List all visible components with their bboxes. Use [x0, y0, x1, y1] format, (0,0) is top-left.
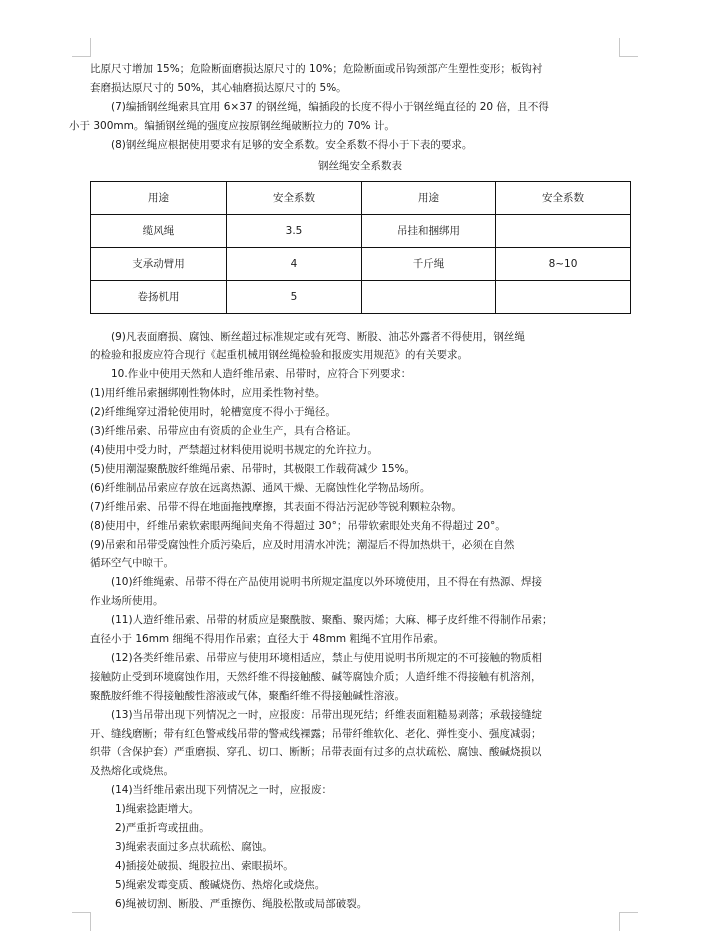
section-10-item: [90, 649, 630, 706]
section-10-item: [90, 403, 630, 422]
table-cell: 千斤绳: [362, 247, 496, 280]
text-line: (12)各类纤维吊索、吊带应与使用环境相适应，禁止与使用说明书所规定的不可接触的物质相: [111, 651, 543, 664]
header-cell: 用途: [362, 181, 496, 214]
text-line: (3)纤维吊索、吊带应由有资质的企业生产，具有合格证。: [90, 425, 357, 438]
list-item: 6)绳被切割、断股、严重擦伤、绳股松散或局部破裂。: [115, 897, 368, 910]
section-10-item: [90, 781, 630, 800]
section-10-item: [90, 384, 630, 403]
section-10-item: [90, 422, 630, 441]
list-item: 1)绳索捻距增大。: [115, 803, 200, 816]
document-page: [69, 60, 630, 914]
table-cell: [496, 280, 631, 313]
text-line: (13)当吊带出现下列情况之一时，应报废：吊带出现死结；纤维表面粗糙易剥落；承载接缝绽: [111, 708, 543, 721]
text-line: (1)用纤维吊索捆绑刚性物体时，应用柔性物衬垫。: [90, 387, 326, 400]
table-cell: 5: [227, 280, 362, 313]
text-line: (5)使用潮湿聚酰胺纤维绳吊索、吊带时，其极限工作载荷减少 15%。: [90, 462, 416, 475]
section-10-item: [90, 517, 630, 536]
text-line: 织带（含保护套）严重磨损、穿孔、切口、断断；吊带表面有过多的点状疏松、腐蚀、酸碱烧损以: [90, 746, 542, 759]
text-line: 及热熔化或烧焦。: [90, 765, 174, 778]
table-row: [91, 247, 631, 280]
page-corner-mark-top-right: [619, 38, 638, 57]
table-cell: 8~10: [496, 247, 631, 280]
text-line: (9)吊索和吊带受腐蚀性介质污染后，应及时用清水冲洗；潮湿后不得加热烘干，必须在自然: [90, 538, 515, 551]
header-cell: 安全系数: [227, 181, 362, 214]
table-cell: 4: [227, 247, 362, 280]
table-cell: 吊挂和捆绑用: [362, 214, 496, 247]
text-line: 小于 300mm。编插钢丝绳的强度应按原钢丝绳破断拉力的 70% 计。: [69, 119, 395, 132]
table-row: [91, 214, 631, 247]
text-line: 的检验和报废应符合现行《起重机械用钢丝绳检验和报废实用规范》的有关要求。: [90, 349, 468, 362]
safety-factor-table: [90, 181, 631, 314]
section-10-item: [90, 573, 630, 611]
header-cell: 用途: [91, 181, 227, 214]
table-caption: 钢丝绳安全系数表: [318, 159, 402, 172]
text-line: (8)使用中，纤维吊索软索眼两绳间夹角不得超过 30°；吊带软索眼处夹角不得超过 20°。: [90, 519, 506, 532]
paragraph-7: [69, 98, 630, 136]
section-10-item: [90, 536, 630, 574]
table-cell: [496, 214, 631, 247]
section-10-item: [90, 611, 630, 649]
paragraph-8: (8)钢丝绳应根据使用要求有足够的安全系数。安全系数不得小于下表的要求。: [111, 138, 473, 151]
table-cell: [362, 280, 496, 313]
table-cell: 3.5: [227, 214, 362, 247]
list-item: 2)严重折弯或扭曲。: [115, 822, 210, 835]
list-item: 4)插接处破损、绳股拉出、索眼损坏。: [115, 859, 294, 872]
text-line: (7)编插钢丝绳索具宜用 6×37 的钢丝绳，编插段的长度不得小于钢丝绳直径的 20 倍，且不得: [111, 100, 549, 113]
table-cell: 缆风绳: [91, 214, 227, 247]
section-10-item: [90, 479, 630, 498]
text-line: (2)纤维绳穿过滑轮使用时，轮槽宽度不得小于绳径。: [90, 406, 336, 419]
text-line: (10)纤维绳索、吊带不得在产品使用说明书所规定温度以外环境使用，且不得在有热源、焊接: [111, 576, 543, 589]
section-10-item: [90, 441, 630, 460]
text-line: (7)纤维吊索、吊带不得在地面拖拽摩擦，其表面不得沾污泥砂等锐利颗粒杂物。: [90, 500, 462, 513]
scrap-criteria-list: [90, 800, 630, 913]
text-line: (11)人造纤维吊索、吊带的材质应是聚酰胺、聚酯、聚丙烯；大麻、椰子皮纤维不得制作吊索；: [111, 614, 553, 627]
text-line: 接触防止受到环境腐蚀作用，天然纤维不得接触酸、碱等腐蚀介质；人造纤维不得接触有机溶剂，: [90, 670, 542, 683]
paragraph-9: [90, 328, 630, 366]
text-line: 聚酰胺纤维不得接触酸性溶液或气体，聚酯纤维不得接触碱性溶液。: [90, 689, 405, 702]
list-item: 5)绳索发霉变质、酸碱烧伤、热熔化或烧焦。: [115, 878, 326, 891]
table-header-row: [91, 181, 631, 214]
table-cell: 支承动臂用: [91, 247, 227, 280]
table-row: [91, 280, 631, 313]
page-corner-mark-top-left: [72, 38, 91, 57]
header-cell: 安全系数: [496, 181, 631, 214]
text-line: 循环空气中晾干。: [90, 557, 174, 570]
page-corner-mark-bottom-right: [619, 912, 638, 931]
text-line: 套磨损达原尺寸的 50%，其心轴磨损达原尺寸的 5%。: [90, 81, 347, 94]
page-corner-mark-bottom-left: [72, 912, 91, 931]
list-item: 3)绳索表面过多点状疏松、腐蚀。: [115, 841, 273, 853]
section-10-item: [90, 498, 630, 517]
text-line: 作业场所使用。: [90, 595, 164, 608]
text-line: 开、缝线磨断；带有红色警戒线吊带的警戒线裸露；吊带纤维软化、老化、弹性变小、强度减弱；: [90, 727, 542, 740]
section-10-title: 10.作业中使用天然和人造纤维吊索、吊带时，应符合下列要求：: [111, 368, 412, 381]
text-line: 比原尺寸增加 15%；危险断面磨损达原尺寸的 10%；危险断面或吊钩颈部产生塑性变形；板钩衬: [90, 63, 543, 75]
intro-paragraph: [90, 60, 630, 98]
text-line: 直径小于 16mm 细绳不得用作吊索；直径大于 48mm 粗绳不宜用作吊索。: [90, 633, 444, 646]
text-line: (9)凡表面磨损、腐蚀、断丝超过标准规定或有死弯、断股、油芯外露者不得使用，钢丝绳: [111, 330, 525, 343]
section-10-items: [90, 384, 630, 800]
text-line: (4)使用中受力时，严禁超过材料使用说明书规定的允许拉力。: [90, 443, 378, 456]
text-line: (14)当纤维吊索出现下列情况之一时，应报废：: [111, 784, 333, 797]
section-10-item: [90, 460, 630, 479]
section-10-item: [90, 706, 630, 782]
text-line: (6)纤维制品吊索应存放在远离热源、通风干燥、无腐蚀性化学物品场所。: [90, 481, 431, 494]
table-cell: 卷扬机用: [91, 280, 227, 313]
